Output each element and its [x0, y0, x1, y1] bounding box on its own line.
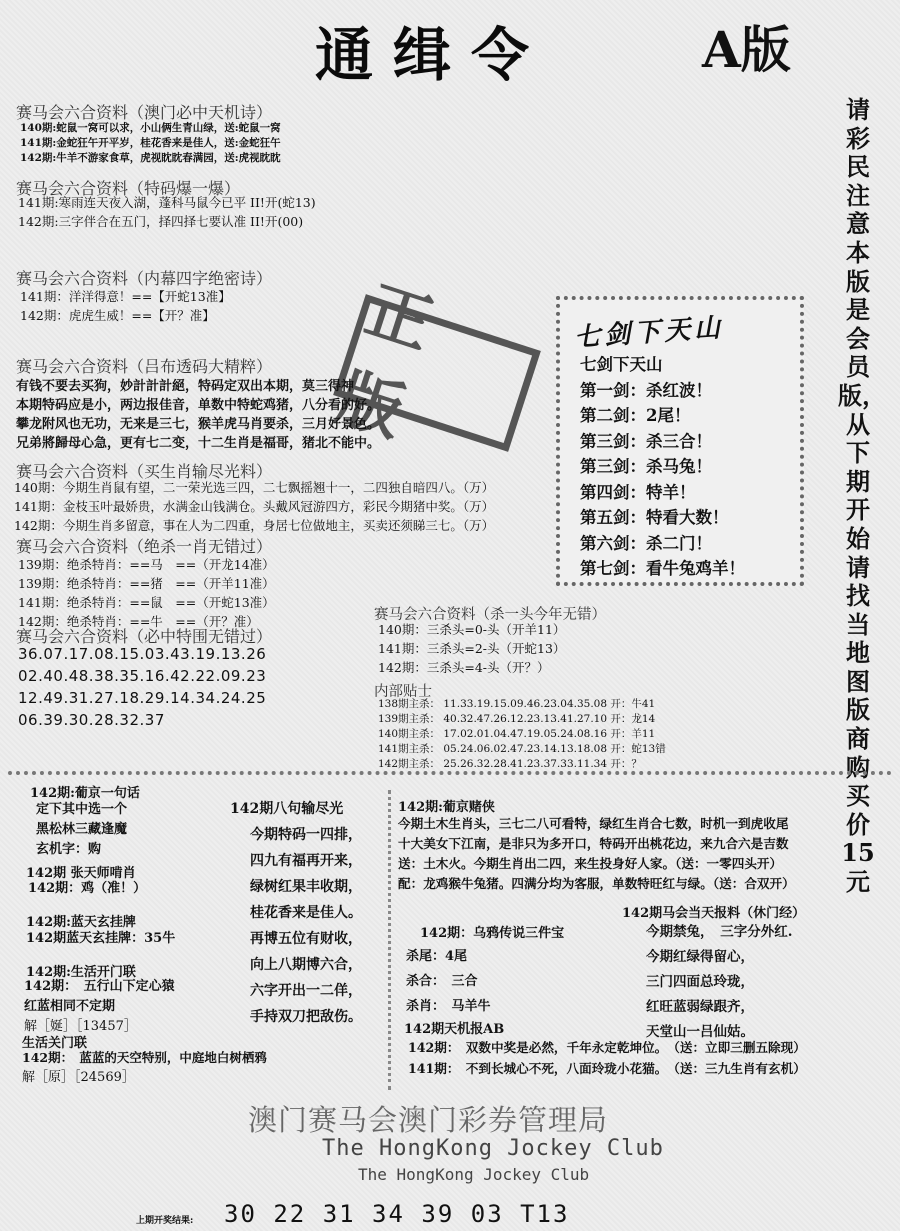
list-item: 142期：鸡（准！）: [28, 881, 147, 896]
list-item: 玄机字：购: [36, 842, 102, 857]
list-item: 139期：绝杀特肖：==马 ==（开龙14准）: [18, 557, 275, 572]
block-casino: [398, 814, 795, 894]
section-title-heaven-poem: 赛马会六合资料（澳门必中天机诗）: [16, 103, 273, 122]
block-sky-ab: [408, 1037, 806, 1079]
section-title-kill-head: 赛马会六合资料（杀一头今年无错）: [374, 607, 606, 623]
block-report: [646, 920, 792, 1045]
section-special-code: [18, 193, 316, 231]
seven-swords-heading: 七剑下天山: [573, 312, 726, 354]
list-item: 七剑下天山: [580, 355, 663, 374]
block-title-casino: 142期:葡京赌侠: [398, 800, 495, 815]
block-eight-lines: [250, 822, 362, 1030]
last-result-numbers: 30 22 31 34 39 03 T13: [224, 1200, 570, 1228]
list-item: 桂花香来是佳人。: [250, 905, 362, 921]
list-item: 今期禁兔， 三字分外红.: [646, 924, 793, 940]
list-item: 黑松林三藏逢魔: [36, 822, 128, 837]
genuine-stamp: 正版: [333, 294, 541, 452]
list-item: 四九有福再开来，: [250, 853, 362, 869]
list-item: 138期主杀： 11.33.19.15.09.46.23.04.35.08 开：牛41: [378, 698, 656, 710]
section-title-lubu: 赛马会六合资料（吕布透码大精粹）: [16, 357, 273, 376]
list-item: 今期特码一四排，: [250, 827, 362, 843]
edition-label: A版: [702, 20, 791, 79]
list-item: 第一剑：杀红波！: [580, 380, 712, 400]
list-item: 140期主杀： 17.02.01.04.47.19.05.24.08.16 开：羊11: [378, 728, 656, 740]
block-title-crow: 142期：乌鸦传说三件宝: [420, 926, 565, 941]
list-item: 手持双刀把敌伤。: [250, 1009, 362, 1025]
list-item: 141期：三杀头=2-头（开蛇13）: [378, 641, 566, 656]
list-item: 142期： 双数中奖是必然，千年永定乾坤位。 （送：立即三删五除现）: [408, 1040, 806, 1055]
list-item: 红旺蓝弱绿跟齐，: [646, 999, 754, 1015]
block-title-close-door: 生活关门联: [22, 1036, 88, 1051]
list-item: 第三剑：杀马兔！: [580, 457, 712, 476]
block-zhang-tianshi: [28, 879, 146, 899]
seven-swords-list: [580, 352, 745, 582]
section-title-special-code: 赛马会六合资料（特码爆一爆）: [16, 179, 241, 198]
list-item: 本期特码应是小，两边报佳音，单数中特蛇鸡猪，八分看的好。: [16, 398, 381, 413]
list-item: 再博五位有财收，: [250, 931, 362, 947]
list-item: 142期： 蓝蓝的天空特别，中庭地白树栖鸦: [22, 1050, 267, 1065]
list-item: 第七剑：看牛兔鸡羊！: [580, 559, 745, 578]
section-title-inside-tips: 内部贴士: [374, 684, 432, 700]
list-item: 定下其中选一个: [36, 802, 128, 817]
list-item: 兄弟將歸母心急，更有七二变，十二生肖是福哥，猪北不能中。: [16, 436, 381, 451]
list-item: 142期:牛羊不游家食草，虎视眈眈春满园，送:虎视眈眈: [20, 152, 281, 164]
list-item: 第二剑：2尾！: [580, 406, 691, 425]
block-title-sky-ab: 142期天机报AB: [404, 1022, 505, 1037]
list-item: 141期:寒雨连天夜入湖，蓬科马鼠今已平 II!开(蛇13): [18, 195, 316, 210]
section-title-special-range: 赛马会六合资料（必中特围无错过）: [16, 627, 273, 646]
list-item: 141期：洋洋得意！==【开蛇13准】: [20, 289, 231, 304]
block-title-blue-sky: 142期:蓝天玄挂牌: [26, 915, 136, 930]
page-title: 通缉令: [315, 21, 550, 89]
organization-name-en: The HongKong Jockey Club: [322, 1136, 664, 1161]
list-item: 红蓝相同不定期: [24, 999, 116, 1014]
list-item: 杀合： 三合: [406, 974, 478, 989]
list-item: 向上八期博六合，: [250, 957, 362, 973]
list-item: 142期：绝杀特肖：==牛 ==（开？准）: [18, 614, 259, 629]
list-item: 142期： 五行山下定心猿: [24, 979, 175, 994]
block-title-eight-lines: 142期八句输尽光: [230, 801, 344, 817]
list-item: 十大美女下江南，是非只为多开口，特码开出桃花边，来九合六是吉数: [398, 836, 789, 851]
section-inside-tips: [378, 697, 666, 772]
list-item: 142期:三字伴合在五门，择四择七要认准 II!开(00): [18, 214, 304, 229]
last-result-label: 上期开奖结果:: [136, 1216, 194, 1226]
section-heaven-poem: [20, 121, 281, 166]
block-one-phrase: [36, 800, 127, 860]
list-item: 142期：三杀头=4-头（开？）: [378, 660, 550, 675]
section-special-range: [18, 643, 266, 731]
list-item: 36.07.17.08.15.03.43.19.13.26: [18, 645, 267, 663]
block-open-door: [24, 977, 175, 1037]
list-item: 第六剑：杀二门！: [580, 533, 712, 553]
member-notice: 请彩民注意本版是会员版，从下期开始请找当地图版商购买价15元: [838, 95, 886, 897]
list-item: 141期：金枝玉叶最娇贵，水满金山钱满仓。头戴风冠游四方，彩民今期猪中奖。（万）: [14, 499, 495, 514]
organization-name-en-small: The HongKong Jockey Club: [358, 1165, 590, 1184]
list-item: 今期土木生肖头，三七二八可看特，绿红生肖合七数，时机一到虎收尾: [398, 816, 789, 831]
section-lubu: [16, 377, 380, 453]
section-divider: [8, 771, 892, 775]
list-item: 第五剑：特看大数！: [580, 508, 729, 527]
list-item: 140期:蛇鼠一窝可以求，小山俩生青山绿，送:蛇鼠一窝: [20, 122, 281, 134]
section-buy-zodiac: [14, 478, 494, 535]
list-item: 142期：虎虎生威！==【开？准】: [20, 308, 215, 323]
block-crow: [406, 944, 491, 1019]
list-item: 142期主杀： 25.26.32.28.41.23.37.33.11.34 开：？: [378, 758, 642, 770]
list-item: 送：土木火。今期生肖出二四，来生投身好人家。（送：一零四头开）: [398, 856, 783, 871]
list-item: 三门四面总玲珑，: [646, 974, 754, 990]
section-title-inside-poem: 赛马会六合资料（内幕四字绝密诗）: [16, 269, 273, 288]
list-item: 141期:金蛇狂午开平岁，桂花香来是佳人，送:金蛇狂午: [20, 137, 281, 149]
block-title-one-phrase: 142期:葡京一句话: [30, 786, 140, 801]
list-item: 天堂山一吕仙姑。: [646, 1024, 754, 1040]
section-title-kill-zodiac: 赛马会六合资料（绝杀一肖无错过）: [16, 537, 273, 556]
list-item: 140期：三杀头=0-头（开羊11）: [378, 622, 566, 637]
list-item: 攀龙附风也无功，无来是三七，猴羊虎马肖要杀，三月好景色。: [16, 417, 381, 432]
section-inside-poem: [20, 287, 231, 325]
list-item: 六字开出一二佯，: [250, 983, 362, 999]
list-item: 142期：今期生肖多留意，事在人为二四重，身居七位做地主，买卖还须睇三七。（万）: [14, 518, 495, 533]
list-item: 解［娫］［13457］: [24, 1019, 137, 1034]
list-item: 配：龙鸡猴牛兔猪。四满分均为客服，单数特旺红与绿。（送：合双开）: [398, 876, 795, 891]
column-divider: [388, 790, 391, 1090]
list-item: 06.39.30.28.32.37: [18, 711, 165, 729]
list-item: 杀尾：4尾: [406, 949, 468, 964]
list-item: 解［原］［24569］: [22, 1070, 135, 1085]
list-item: 第三剑：杀三合！: [580, 431, 712, 451]
block-blue-sky: [26, 929, 175, 949]
list-item: 139期主杀： 40.32.47.26.12.23.13.41.27.10 开：龙14: [378, 713, 656, 725]
list-item: 绿树红果丰收期，: [250, 879, 362, 895]
block-title-zhang-tianshi: 142期 张天师啃肖: [26, 866, 136, 881]
section-kill-zodiac: [18, 555, 275, 631]
block-close-door: [22, 1048, 267, 1088]
section-kill-head: [378, 620, 565, 677]
seven-swords-box: [556, 296, 804, 586]
list-item: 141期：绝杀特肖：==鼠 ==（开蛇13准）: [18, 595, 275, 610]
list-item: 有钱不要去买狗，妙計計計絕，特码定双出本期，莫三得神: [16, 379, 355, 394]
section-title-buy-zodiac: 赛马会六合资料（买生肖输尽光料）: [16, 462, 273, 481]
list-item: 第四剑：特羊！: [580, 482, 696, 502]
list-item: 141期： 不到长城心不死，八面玲珑小花猫。 （送：三九生肖有玄机）: [408, 1061, 806, 1076]
list-item: 140期：今期生肖鼠有望，二一荣光选三四，二七飘摇翘十一，二四独自暗四八。（万）: [14, 480, 495, 495]
list-item: 141期主杀： 05.24.06.02.47.23.14.13.18.08 开：蛇13错: [378, 743, 666, 755]
list-item: 02.40.48.38.35.16.42.22.09.23: [18, 667, 267, 685]
list-item: 139期：绝杀特肖：==猪 ==（开羊11准）: [18, 576, 275, 591]
block-title-report: 142期马会当天报料（休门经）: [622, 906, 806, 921]
organization-name-cn: 澳门赛马会澳门彩券管理局: [248, 1103, 609, 1137]
list-item: 12.49.31.27.18.29.14.34.24.25: [18, 689, 267, 707]
list-item: 142期蓝天玄挂牌：35牛: [26, 931, 176, 946]
block-title-open-door: 142期:生活开门联: [26, 965, 136, 980]
list-item: 今期红绿得留心，: [646, 949, 754, 965]
list-item: 杀肖： 马羊牛: [406, 999, 491, 1014]
